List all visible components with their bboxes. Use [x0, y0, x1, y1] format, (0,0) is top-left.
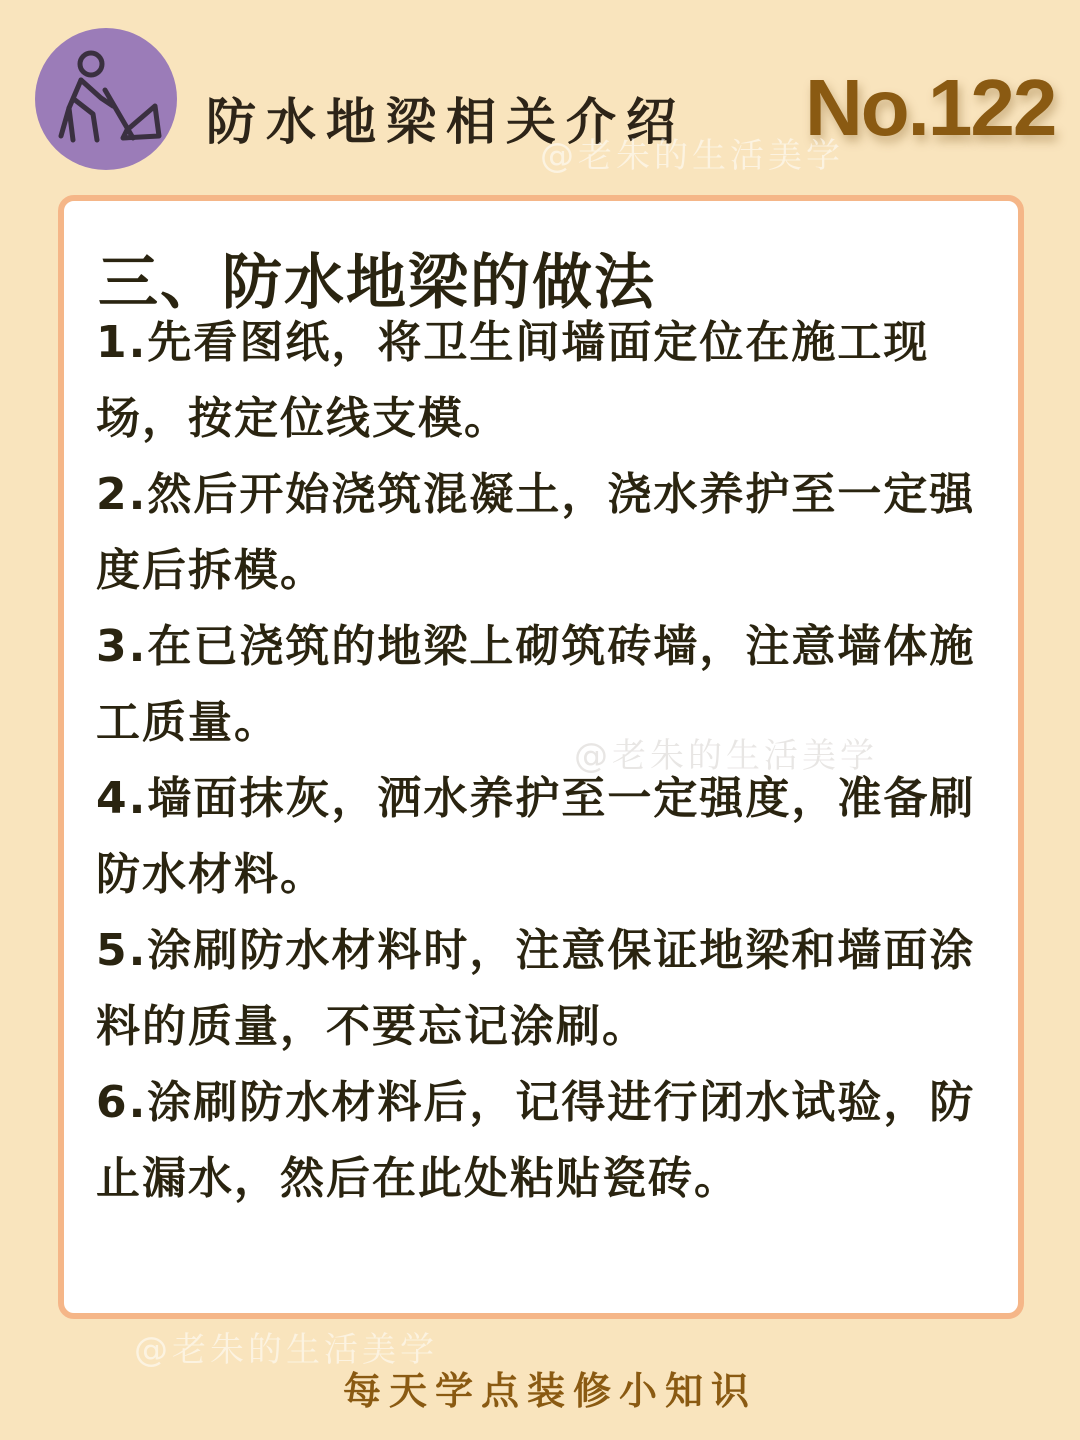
section-heading: 三、防水地梁的做法 — [98, 248, 656, 318]
footer-tagline: 每天学点装修小知识 — [342, 1369, 757, 1413]
logo-badge — [35, 28, 177, 170]
step-item: 6.涂刷防水材料后，记得进行闭水试验，防止漏水，然后在此处粘贴瓷砖。 — [96, 1077, 976, 1204]
page-title: 防水地梁相关介绍 — [206, 93, 686, 151]
watermark: @老朱的生活美学 — [540, 136, 844, 176]
step-item: 3.在已浇筑的地梁上砌筑砖墙，注意墙体施工质量。 — [96, 621, 976, 748]
step-item: 4.墙面抹灰，洒水养护至一定强度，准备刷防水材料。 — [96, 773, 976, 900]
step-item: 5.涂刷防水材料时，注意保证地梁和墙面涂料的质量，不要忘记涂刷。 — [96, 925, 976, 1052]
content-card — [58, 195, 1024, 1319]
watermark: @老朱的生活美学 — [574, 736, 878, 776]
step-item: 1.先看图纸，将卫生间墙面定位在施工现场，按定位线支模。 — [96, 317, 930, 444]
step-item: 2.然后开始浇筑混凝土，浇水养护至一定强度后拆模。 — [96, 469, 976, 596]
worker-shoveling-icon — [35, 28, 177, 170]
issue-number: No.122 — [805, 63, 1056, 152]
watermark: @老朱的生活美学 — [134, 1330, 438, 1370]
